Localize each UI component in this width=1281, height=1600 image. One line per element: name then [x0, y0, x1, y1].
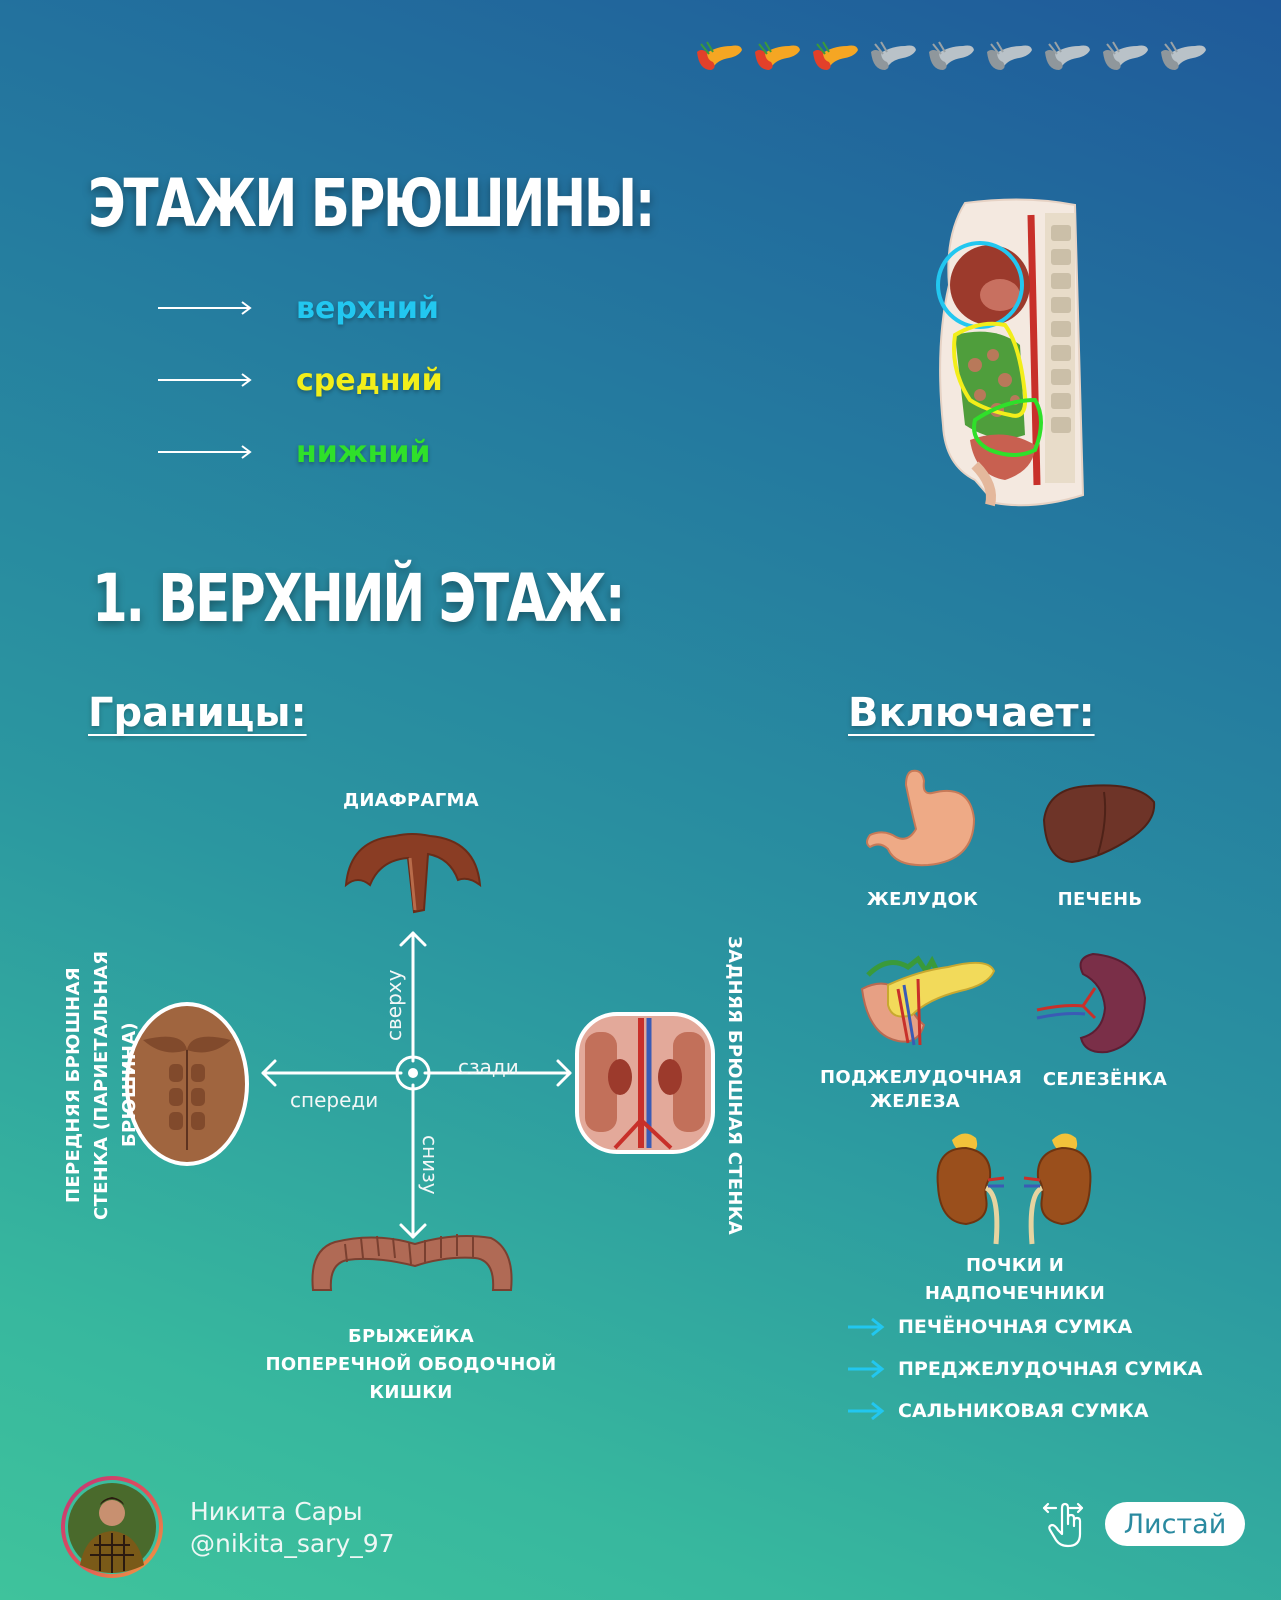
- kidneys-icon: [930, 1128, 1098, 1246]
- pancreas-icon: [1159, 40, 1207, 74]
- floor-item-middle: [158, 362, 443, 398]
- transverse-mesocolon-illustration: [305, 1220, 520, 1300]
- borders-heading: Границы:: [88, 690, 307, 736]
- border-top-label: ДИАФРАГМА: [342, 790, 479, 811]
- sac-item: [846, 1316, 1202, 1338]
- organ-label-liver: ПЕЧЕНЬ: [1057, 889, 1143, 910]
- border-bottom-label: БРЫЖЕЙКА ПОПЕРЕЧНОЙ ОБОДОЧНОЙ КИШКИ: [265, 1326, 557, 1403]
- organ-label-spleen: СЕЛЕЗЁНКА: [1042, 1069, 1168, 1090]
- liver-icon: [1038, 780, 1160, 865]
- organ-label-pancreas: ПОДЖЕЛУДОЧНАЯ ЖЕЛЕЗА: [820, 1067, 1023, 1112]
- pancreas-icon: [753, 40, 801, 74]
- arrow-right-icon: [158, 445, 254, 459]
- author-name: Никита Сары: [190, 1497, 363, 1526]
- organ-label-kidneys: ПОЧКИ И НАДПОЧЕЧНИКИ: [924, 1255, 1106, 1304]
- pancreas-icon: [869, 40, 917, 74]
- pancreas-icon: [695, 40, 743, 74]
- avatar[interactable]: [60, 1475, 164, 1579]
- floor-label-middle: средний: [296, 362, 443, 398]
- diaphragm-illustration: [340, 830, 485, 915]
- floor-item-upper: [158, 290, 443, 326]
- direction-label-top: сверху: [382, 969, 406, 1041]
- floor-list: [158, 290, 443, 470]
- author-handle[interactable]: @nikita_sary_97: [190, 1529, 395, 1558]
- direction-label-bottom: снизу: [418, 1135, 442, 1195]
- pancreas-icon: [927, 40, 975, 74]
- spleen-icon: [1035, 948, 1150, 1056]
- pancreas-icon: [985, 40, 1033, 74]
- stomach-icon: [862, 765, 980, 873]
- arrow-right-icon: [846, 1317, 886, 1337]
- border-front-label: ПЕРЕДНЯЯ БРЮШНАЯ СТЕНКА (ПАРИЕТАЛЬНАЯ БРЮШИНА): [63, 950, 140, 1220]
- pancreas-illustration: [848, 945, 996, 1050]
- sac-item: [846, 1358, 1202, 1380]
- pancreas-icon: [811, 40, 859, 74]
- section-title: 1. ВЕРХНИЙ ЭТАЖ:: [92, 560, 624, 637]
- sac-label-hepatic: ПЕЧЁНОЧНАЯ СУМКА: [898, 1316, 1133, 1338]
- border-back-label: ЗАДНЯЯ БРЮШНАЯ СТЕНКА: [724, 935, 745, 1235]
- swipe-hand-icon: [1040, 1500, 1086, 1550]
- sac-label-pregastric: ПРЕДЖЕЛУДОЧНАЯ СУМКА: [898, 1358, 1203, 1380]
- arrow-right-icon: [846, 1401, 886, 1421]
- direction-label-front: спереди: [290, 1088, 379, 1112]
- progress-indicator: [695, 40, 1207, 74]
- floor-label-upper: верхний: [296, 290, 439, 326]
- pancreas-icon: [1043, 40, 1091, 74]
- direction-label-back: сзади: [458, 1055, 519, 1079]
- sac-item: [846, 1400, 1202, 1422]
- page-title: ЭТАЖИ БРЮШИНЫ:: [88, 165, 654, 242]
- organ-label-stomach: ЖЕЛУДОК: [866, 889, 979, 910]
- pancreas-icon: [1101, 40, 1149, 74]
- floor-item-lower: [158, 434, 443, 470]
- posterior-wall-illustration: [575, 1012, 715, 1154]
- swipe-button[interactable]: Листай: [1105, 1502, 1245, 1546]
- arrow-right-icon: [846, 1359, 886, 1379]
- arrow-right-icon: [158, 373, 254, 387]
- sac-label-omental: САЛЬНИКОВАЯ СУМКА: [898, 1400, 1149, 1422]
- sac-list: [846, 1316, 1202, 1442]
- abdomen-sagittal-illustration: [935, 195, 1105, 520]
- includes-heading: Включает:: [848, 690, 1095, 736]
- floor-label-lower: нижний: [296, 434, 431, 470]
- arrow-right-icon: [158, 301, 254, 315]
